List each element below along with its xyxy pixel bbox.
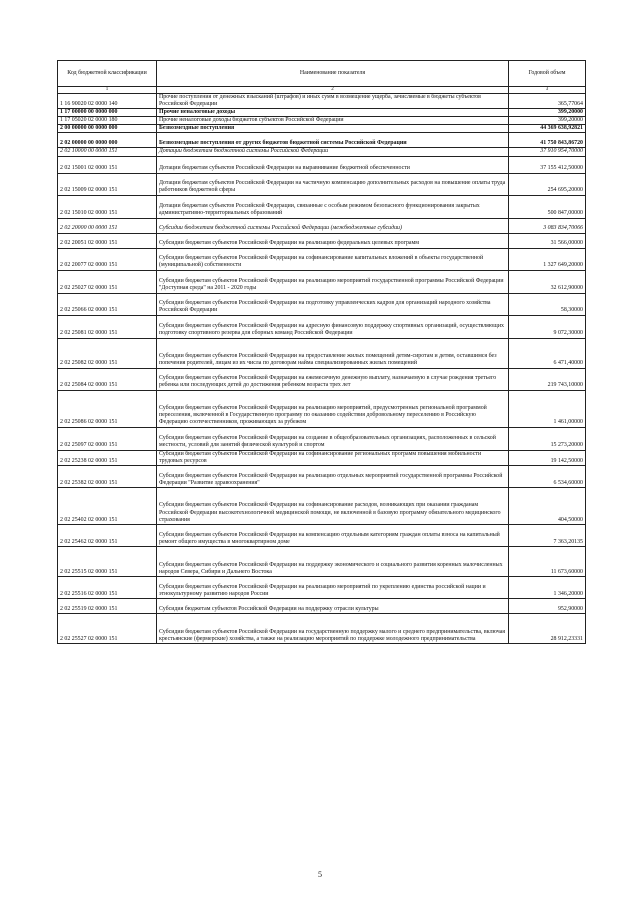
table-row — [58, 148, 586, 156]
row-code: 2 02 25238 02 0000 151 — [58, 450, 157, 465]
table-header-row — [58, 61, 586, 87]
table-row — [58, 125, 586, 133]
row-value: 31 566,00000 — [509, 233, 586, 248]
row-value: 41 750 843,86720 — [509, 133, 586, 148]
row-value: 254 695,20000 — [509, 173, 586, 195]
row-code: 2 02 25081 02 0000 151 — [58, 315, 157, 338]
row-value: 15 273,20000 — [509, 427, 586, 450]
row-value: 37 910 954,70000 — [509, 148, 586, 156]
column-number-2: 2 — [157, 87, 509, 94]
row-name: Субсидии бюджетам субъектов Российской Федерации на создание в общеобразовательных организациях, расположенных в сельской местности, условий для занятий физической культурой и спортом — [157, 427, 509, 450]
table-row — [58, 576, 586, 598]
row-value: 6 534,60000 — [509, 465, 586, 487]
row-code: 2 02 25084 02 0000 151 — [58, 368, 157, 390]
table-row — [58, 524, 586, 546]
row-value: 1 327 649,20000 — [509, 248, 586, 270]
row-name: Прочие неналоговые доходы бюджетов субъектов Российской Федерации — [157, 117, 509, 125]
row-name: Субсидии бюджетам бюджетной системы Российской Федерации (межбюджетные субсидии) — [157, 218, 509, 233]
row-value: 58,30000 — [509, 293, 586, 315]
table-row — [58, 117, 586, 125]
row-name: Безвозмездные поступления от других бюджетов бюджетной системы Российской Федерации — [157, 133, 509, 148]
row-value: 1 346,20000 — [509, 576, 586, 598]
row-code: 2 02 25097 02 0000 151 — [58, 427, 157, 450]
row-code: 2 02 15010 02 0000 151 — [58, 195, 157, 218]
row-name: Дотации бюджетам бюджетной системы Российской Федерации — [157, 148, 509, 156]
row-name: Субсидии бюджетам субъектов Российской Федерации на предоставление жилых помещений детям-сиротам и детям, оставшимся без попечения родителей, лицам из их числа по договорам найма специализированных жилых помещений — [157, 338, 509, 368]
budget-revenue-table — [57, 60, 586, 644]
row-code: 1 17 05020 02 0000 180 — [58, 117, 157, 125]
table-row — [58, 427, 586, 450]
row-value: 399,20000 — [509, 109, 586, 117]
row-name: Субсидии бюджетам субъектов Российской Федерации на реализацию отдельных мероприятий государственной программы Российской Федерации "Развитие здравоохранения" — [157, 465, 509, 487]
row-name: Субсидии бюджетам субъектов Российской Федерации на государственную поддержку малого и среднего предпринимательства, включая крестьянские (фермерские) хозяйства, а также на реализацию мероприятий по поддержке молодежного предпринимательства — [157, 613, 509, 643]
table-row — [58, 315, 586, 338]
row-value: 19 142,50000 — [509, 450, 586, 465]
row-value: 219 743,10000 — [509, 368, 586, 390]
row-code: 2 02 10000 00 0000 151 — [58, 148, 157, 156]
row-name: Дотации бюджетам субъектов Российской Федерации на выравнивание бюджетной обеспеченности — [157, 156, 509, 173]
row-name: Субсидии бюджетам субъектов Российской Федерации на адресную финансовую поддержку спортивных организаций, осуществляющих подготовку спортивного резерва для сборных команд Российской Федерации — [157, 315, 509, 338]
row-code: 2 02 00000 00 0000 000 — [58, 133, 157, 148]
header-code: Код бюджетной классификации — [58, 61, 157, 87]
row-code: 2 02 15001 02 0000 151 — [58, 156, 157, 173]
row-code: 2 02 25516 02 0000 151 — [58, 576, 157, 598]
row-code: 2 02 25462 02 0000 151 — [58, 524, 157, 546]
header-value: Годовой объем — [509, 61, 586, 87]
row-value: 1 461,00000 — [509, 390, 586, 427]
row-value: 44 369 638,92821 — [509, 125, 586, 133]
page-number: 5 — [318, 870, 322, 879]
row-name: Субсидии бюджетам субъектов Российской Федерации на поддержку экономического и социального развития коренных малочисленных народов Севера, Сибири и Дальнего Востока — [157, 546, 509, 576]
row-code: 2 02 25086 02 0000 151 — [58, 390, 157, 427]
column-number-row — [58, 87, 586, 94]
table-row — [58, 598, 586, 613]
row-value: 404,50000 — [509, 487, 586, 524]
budget-table-container — [57, 60, 586, 644]
row-code: 2 02 20000 00 0000 151 — [58, 218, 157, 233]
table-row — [58, 338, 586, 368]
table-row — [58, 368, 586, 390]
row-name: Субсидии бюджетам субъектов Российской Федерации на реализацию мероприятий по укреплению единства российской нации и этнокультурному развитию народов России — [157, 576, 509, 598]
row-name: Субсидии бюджетам субъектов Российской Федерации на софинансирование расходов, возникающих при оказании гражданам Российской Федерации высокотехнологичной медицинской помощи, не включенной в базовую программу обязательного медицинского страхования — [157, 487, 509, 524]
row-code: 2 02 25027 02 0000 151 — [58, 270, 157, 293]
table-row — [58, 218, 586, 233]
table-row — [58, 133, 586, 148]
table-row — [58, 248, 586, 270]
row-code: 2 00 00000 00 0000 000 — [58, 125, 157, 133]
table-row — [58, 293, 586, 315]
row-name: Прочие поступления от денежных взысканий (штрафов) и иных сумм в возмещение ущерба, зачисляемые в бюджеты субъектов Российской Федерации — [157, 94, 509, 109]
row-value: 6 471,40000 — [509, 338, 586, 368]
row-value: 365,77064 — [509, 94, 586, 109]
row-value: 37 155 412,50000 — [509, 156, 586, 173]
row-code: 2 02 20077 02 0000 151 — [58, 248, 157, 270]
table-row — [58, 465, 586, 487]
row-code: 2 02 25527 02 0000 151 — [58, 613, 157, 643]
row-code: 1 17 00000 00 0000 000 — [58, 109, 157, 117]
row-code: 2 02 25402 02 0000 151 — [58, 487, 157, 524]
row-value: 500 847,00000 — [509, 195, 586, 218]
row-value: 9 072,30000 — [509, 315, 586, 338]
row-name: Субсидии бюджетам субъектов Российской Федерации на реализацию мероприятий, предусмотренных региональной программой переселения, включенной в Государственную программу по оказанию содействия добровольному переселению в Российскую Федерацию соотечественников, проживающих за рубежом — [157, 390, 509, 427]
table-row — [58, 233, 586, 248]
table-row — [58, 156, 586, 173]
row-name: Субсидии бюджетам субъектов Российской Федерации на софинансирование региональных программ повышения мобильности трудовых ресурсов — [157, 450, 509, 465]
row-name: Дотации бюджетам субъектов Российской Федерации на частичную компенсацию дополнительных расходов на повышение оплаты труда работников бюджетной сферы — [157, 173, 509, 195]
row-code: 2 02 20051 02 0000 151 — [58, 233, 157, 248]
table-row — [58, 109, 586, 117]
table-row — [58, 270, 586, 293]
row-code: 2 02 25082 02 0000 151 — [58, 338, 157, 368]
row-code: 2 02 25519 02 0000 151 — [58, 598, 157, 613]
header-name: Наименование показателя — [157, 61, 509, 87]
table-row — [58, 546, 586, 576]
row-value: 952,90000 — [509, 598, 586, 613]
table-row — [58, 613, 586, 643]
table-body — [58, 94, 586, 644]
row-code: 2 02 25066 02 0000 151 — [58, 293, 157, 315]
row-name: Дотации бюджетам субъектов Российской Федерации, связанные с особым режимом безопасного функционирования закрытых административно-территориальных образований — [157, 195, 509, 218]
row-name: Субсидии бюджетам субъектов Российской Федерации на ежемесячную денежную выплату, назначаемую в случае рождения третьего ребенка или последующих детей до достижения ребенком возраста трех лет — [157, 368, 509, 390]
row-value: 399,20000 — [509, 117, 586, 125]
row-code: 2 02 25382 02 0000 151 — [58, 465, 157, 487]
table-row — [58, 390, 586, 427]
row-value: 32 612,90000 — [509, 270, 586, 293]
row-value: 7 363,20135 — [509, 524, 586, 546]
row-name: Безвозмездные поступления — [157, 125, 509, 133]
row-value: 28 912,23331 — [509, 613, 586, 643]
column-number-3: 3 — [509, 87, 586, 94]
row-value: 11 673,60000 — [509, 546, 586, 576]
row-value: 3 083 834,70066 — [509, 218, 586, 233]
table-row — [58, 94, 586, 109]
row-name: Прочие неналоговые доходы — [157, 109, 509, 117]
row-name: Субсидии бюджетам субъектов Российской Федерации на компенсацию отдельным категориям граждан оплаты взноса на капитальный ремонт общего имущества в многоквартирном доме — [157, 524, 509, 546]
row-name: Субсидии бюджетам субъектов Российской Федерации на софинансирование капитальных вложений в объекты государственной (муниципальной) собственности — [157, 248, 509, 270]
row-name: Субсидия бюджетам субъектов Российской Федерации на поддержку отрасли культуры — [157, 598, 509, 613]
table-row — [58, 487, 586, 524]
row-code: 2 02 15009 02 0000 151 — [58, 173, 157, 195]
row-name: Субсидии бюджетам субъектов Российской Федерации на реализацию федеральных целевых программ — [157, 233, 509, 248]
row-name: Субсидии бюджетам субъектов Российской Федерации на реализацию мероприятий государственной программы Российской Федерации "Доступная среда" на 2011 - 2020 годы — [157, 270, 509, 293]
column-number-1: 1 — [58, 87, 157, 94]
row-code: 1 16 90020 02 0000 140 — [58, 94, 157, 109]
table-row — [58, 195, 586, 218]
row-code: 2 02 25515 02 0000 151 — [58, 546, 157, 576]
table-row — [58, 450, 586, 465]
table-row — [58, 173, 586, 195]
row-name: Субсидии бюджетам субъектов Российской Федерации на подготовку управленческих кадров для организаций народного хозяйства Российской Федерации — [157, 293, 509, 315]
